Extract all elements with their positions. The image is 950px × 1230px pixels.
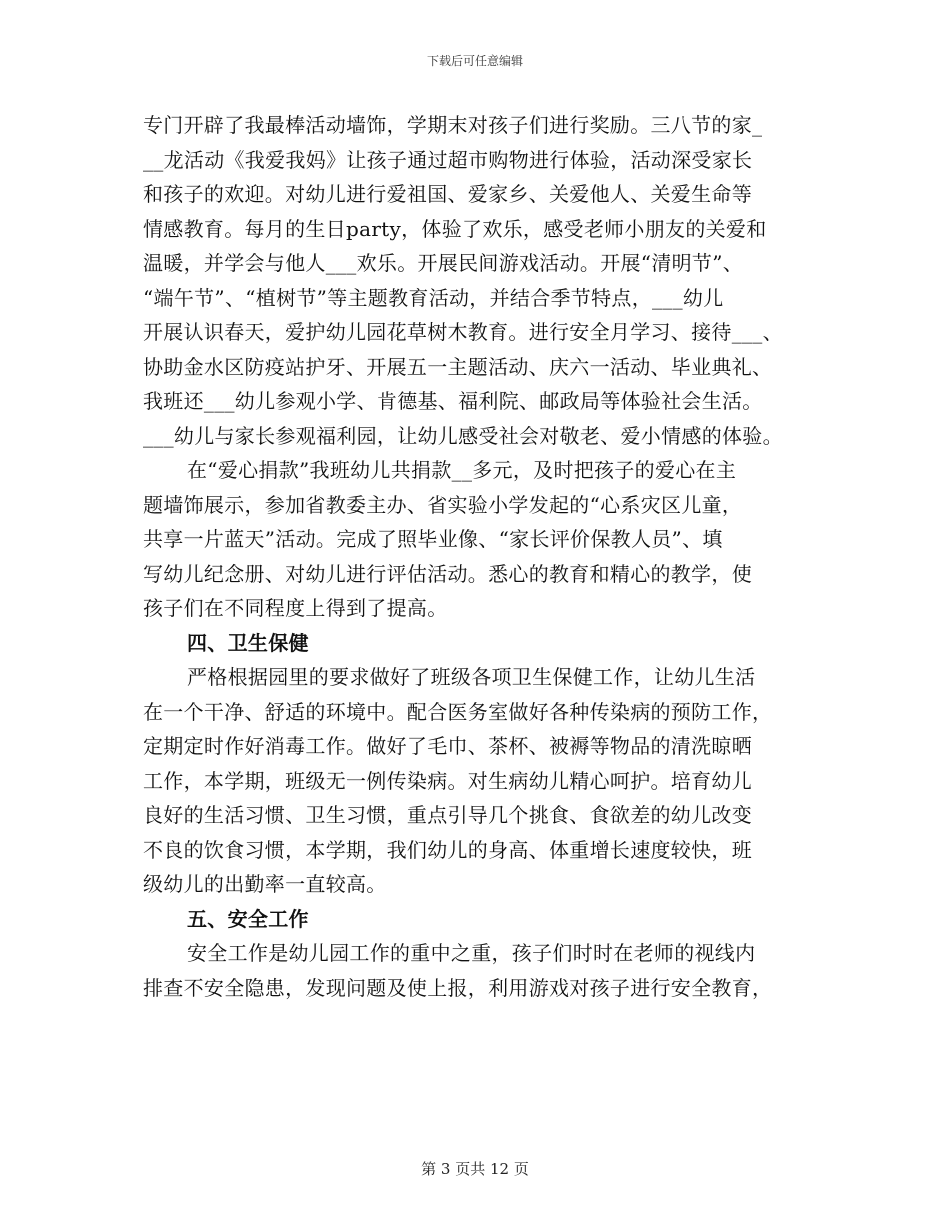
text-line: 专门开辟了我最棒活动墙饰，学期末对孩子们进行奖励。三八节的家_ (143, 113, 763, 137)
text-line: “端午节”、“植树节”等主题教育活动，并结合季节特点，___幼儿 (143, 285, 724, 310)
text-line: 题墙饰展示，参加省教委主办、省实验小学发起的“心系灾区儿童， (143, 492, 743, 517)
text-line: 开展认识春天，爱护幼儿园花草树木教育。进行安全月学习、接待___、 (143, 320, 783, 344)
text-line: 写幼儿纪念册、对幼儿进行评估活动。悉心的教育和精心的教学，使 (143, 561, 752, 586)
page-footer: 第 3 页共 12 页 (421, 1160, 529, 1178)
text-line: 温暖，并学会与他人___欢乐。开展民间游戏活动。开展“清明节”、 (143, 251, 744, 275)
text-line: 排查不安全隐患，发现问题及使上报，利用游戏对孩子进行安全教育， (143, 975, 773, 1000)
text-line: 级幼儿的出勤率一直较高。 (143, 872, 387, 896)
text-line: 在一个干净、舒适的环境中。配合医务室做好各种传染病的预防工作， (143, 699, 773, 724)
text-line: 我班还___幼儿参观小学、肯德基、福利院、邮政局等体验社会生活。 (143, 389, 763, 413)
text-line: 良好的生活习惯、卫生习惯，重点引导几个挑食、食欲差的幼儿改变 (143, 803, 752, 827)
text-line: 情感教育。每月的生日party，体验了欢乐，感受老师小朋友的关爱和 (143, 216, 767, 241)
text-line: 严格根据园里的要求做好了班级各项卫生保健工作，让幼儿生活 (187, 665, 756, 689)
text-line: 不良的饮食习惯，本学期，我们幼儿的身高、体重增长速度较快，班 (143, 837, 752, 862)
page-header: 下载后可任意编辑 (426, 54, 523, 68)
text-line: 定期定时作好消毒工作。做好了毛巾、茶杯、被褥等物品的清洗晾晒 (143, 734, 752, 758)
text-line: __龙活动《我爱我妈》让孩子通过超市购物进行体验，活动深受家长 (143, 147, 753, 172)
document-body (143, 108, 823, 1005)
text-line: 共享一片蓝天”活动。完成了照毕业像、“家长评价保教人员”、填 (143, 527, 723, 551)
text-line: 协助金水区防疫站护牙、开展五一主题活动、庆六一活动、毕业典礼、 (143, 354, 773, 379)
section-heading: 四、卫生保健 (187, 630, 309, 655)
text-line: 在“爱心捐款”我班幼儿共捐款__多元，及时把孩子的爱心在主 (187, 458, 737, 482)
section-heading: 五、安全工作 (187, 906, 309, 931)
text-line: 安全工作是幼儿园工作的重中之重，孩子们时时在老师的视线内 (187, 941, 756, 965)
text-line: 工作，本学期，班级无一例传染病。对生病幼儿精心呵护。培育幼儿 (143, 768, 752, 793)
text-line: 孩子们在不同程度上得到了提高。 (143, 596, 448, 620)
text-line: 和孩子的欢迎。对幼儿进行爱祖国、爱家乡、关爱他人、关爱生命等 (143, 182, 752, 206)
text-line: ___幼儿与家长参观福利园，让幼儿感受社会对敬老、爱小情感的体验。 (143, 423, 783, 448)
